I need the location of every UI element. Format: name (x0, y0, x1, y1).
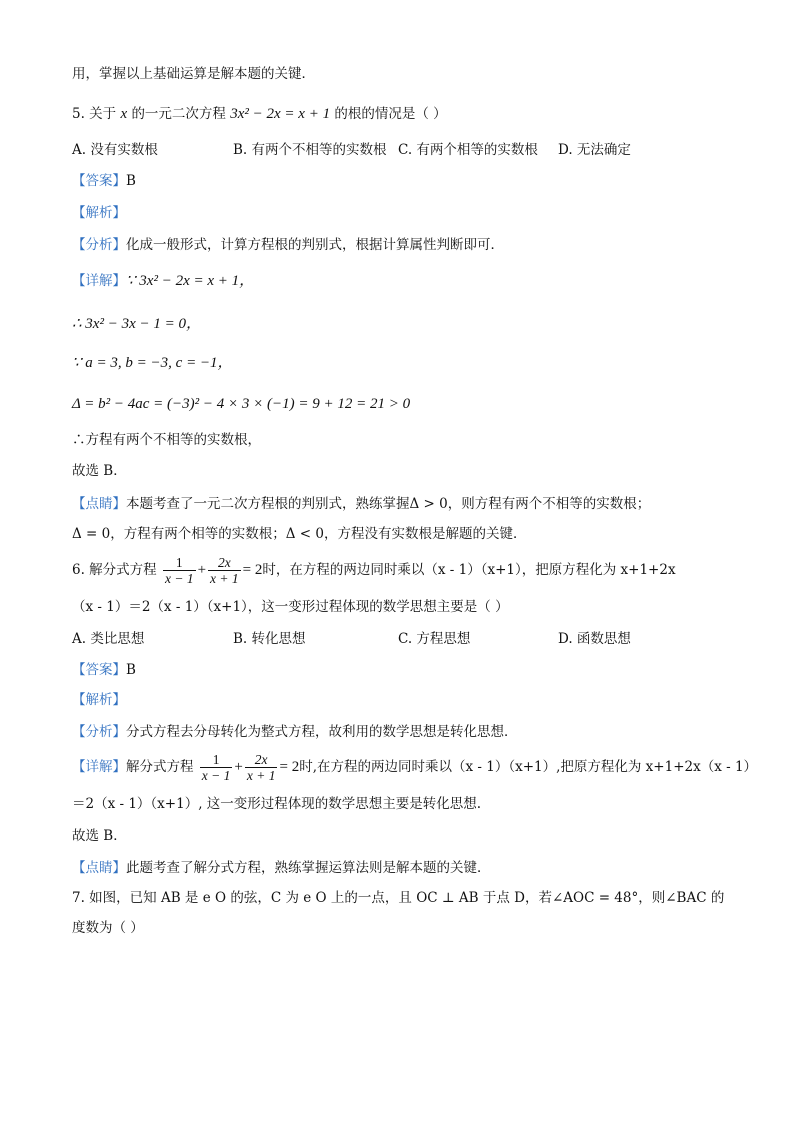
q5-option-b: B. 有两个不相等的实数根 (233, 142, 387, 158)
q6-jiexi: 【解析】 (72, 692, 126, 708)
equals-two: = 2 (242, 562, 263, 578)
q5-analysis (72, 235, 504, 255)
fraction-2 (245, 752, 278, 783)
q5-detail-6: 故选 B． (72, 463, 127, 479)
q5-option-a: A. 没有实数根 (72, 142, 158, 158)
q6-comment (72, 858, 491, 878)
q6-prefix: 6. 解分式方程 (72, 562, 157, 578)
q6-analysis (72, 722, 518, 742)
q5-comment-1 (72, 494, 650, 514)
analysis-tag: 【分析】 (72, 237, 126, 253)
q6-option-c: C. 方程思想 (398, 631, 471, 647)
plus-sign: + (234, 759, 243, 775)
q5-detail-4: Δ = b² − 4ac = (−3)² − 4 × 3 × (−1) = 9 + 12 = 21 > 0 (72, 396, 411, 412)
q6-answer (72, 660, 136, 680)
detail-prefix: 解分式方程 (126, 759, 194, 775)
q6-question-line-2: （x - 1）＝2（x - 1）（x+1），这一变形过程体现的数学思想主要是（ ） (72, 599, 509, 615)
q5-mid: 的一元二次方程 (131, 106, 226, 122)
answer-tag: 【答案】 (72, 173, 126, 189)
q5-comment-2: Δ = 0，方程有两个相等的实数根；Δ < 0，方程没有实数根是解题的关键． (72, 526, 527, 542)
q5-suffix: 的根的情况是（ ） (334, 106, 447, 122)
analysis-tag: 【分析】 (72, 724, 126, 740)
fraction-1 (163, 555, 196, 586)
q6-detail-line-2: ＝2（x - 1）（x+1）, 这一变形过程体现的数学思想主要是转化思想. (72, 796, 482, 812)
q5-detail-1 (72, 271, 254, 291)
fraction-1 (200, 752, 233, 783)
q5-prefix: 5. 关于 (72, 106, 117, 122)
detail-tag: 【详解】 (72, 273, 126, 289)
q5-question (72, 104, 447, 124)
detail-tag: 【详解】 (72, 759, 126, 775)
fraction-1-num: 1 (200, 752, 233, 768)
equals-two: = 2 (279, 759, 300, 775)
intro-line: 用，掌握以上基础运算是解本题的关键． (72, 66, 315, 82)
answer-tag: 【答案】 (72, 662, 126, 678)
comment-text: 本题考查了一元二次方程根的判别式，熟练掌握Δ > 0，则方程有两个不相等的实数根； (126, 496, 651, 512)
fraction-2-den: x + 1 (246, 768, 276, 783)
q5-answer (72, 171, 136, 191)
q6-option-a: A. 类比思想 (72, 631, 145, 647)
q5-var: x (120, 106, 128, 122)
q7-question-line-1: 7. 如图，已知 AB 是 e O 的弦，C 为 e O 上的一点，且 OC ⊥ AB 于点 D，若∠AOC = 48°，则∠BAC 的 (72, 890, 725, 906)
comment-tag: 【点睛】 (72, 496, 126, 512)
q6-choose: 故选 B． (72, 828, 127, 844)
detail-line: ∵ 3x² − 2x = x + 1， (126, 273, 255, 289)
q5-equation: 3x² − 2x = x + 1 (230, 106, 331, 122)
fraction-2-num: 2x (208, 555, 241, 571)
comment-text: 此题考查了解分式方程，熟练掌握运算法则是解本题的关键． (126, 860, 491, 876)
fraction-2-den: x + 1 (210, 571, 239, 586)
q5-jiexi: 【解析】 (72, 205, 126, 221)
q6-question-line-1 (72, 553, 676, 587)
plus-sign: + (197, 562, 207, 578)
fraction-1-den: x − 1 (164, 571, 194, 586)
analysis-text: 化成一般形式，计算方程根的判别式，根据计算属性判断即可． (126, 237, 504, 253)
fraction-1-num: 1 (163, 555, 196, 571)
q6-option-d: D. 函数思想 (558, 631, 631, 647)
q7-question-line-2: 度数为（ ） (72, 920, 144, 936)
q6-option-b: B. 转化思想 (233, 631, 306, 647)
fraction-2-num: 2x (245, 752, 278, 768)
fraction-1-den: x − 1 (201, 768, 231, 783)
detail-rest: 时,在方程的两边同时乘以（x - 1）（x+1）,把原方程化为 x+1+2x（x - 1） (299, 759, 758, 775)
q5-option-d: D. 无法确定 (558, 142, 631, 158)
analysis-text: 分式方程去分母转化为整式方程，故利用的数学思想是转化思想． (126, 724, 518, 740)
q6-detail-line-1 (72, 750, 757, 784)
q6-line1-rest: 时，在方程的两边同时乘以（x - 1）（x+1），把原方程化为 x+1+2x (262, 562, 676, 578)
q5-option-c: C. 有两个相等的实数根 (398, 142, 538, 158)
answer-value: B (126, 173, 136, 189)
q5-detail-2: ∴ 3x² − 3x − 1 = 0， (72, 316, 201, 332)
answer-value: B (126, 662, 136, 678)
fraction-2 (208, 555, 241, 586)
q5-detail-5: ∴方程有两个不相等的实数根， (72, 432, 261, 448)
q5-detail-3: ∵ a = 3, b = −3, c = −1， (72, 355, 233, 371)
comment-tag: 【点睛】 (72, 860, 126, 876)
